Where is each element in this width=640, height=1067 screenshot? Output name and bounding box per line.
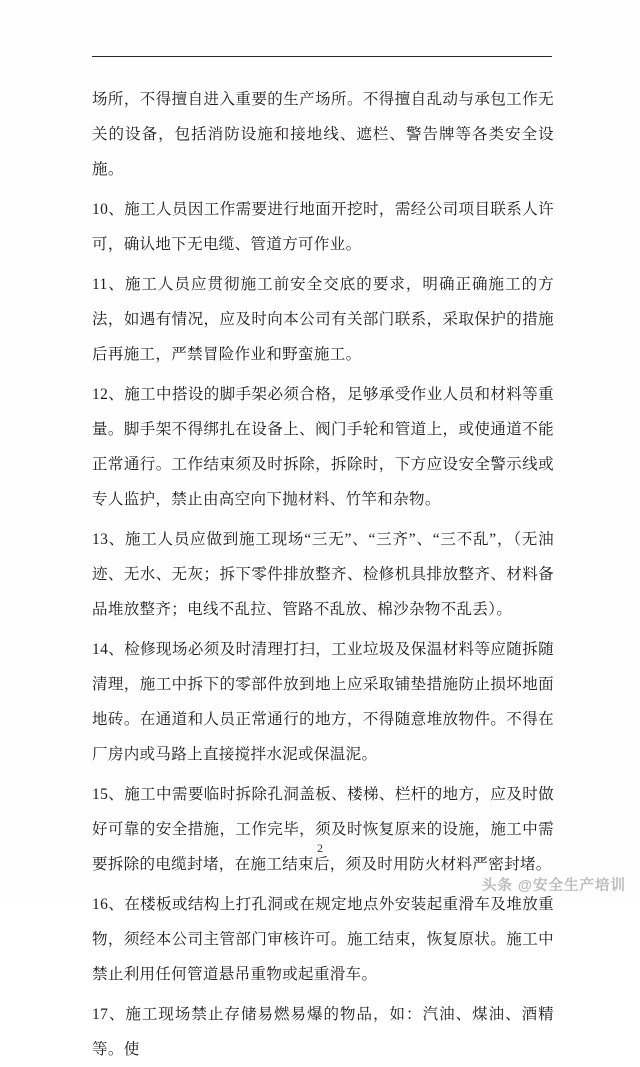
paragraph: 10、施工人员因工作需要进行地面开挖时，需经公司项目联系人许可，确认地下无电缆、管道方可作业。 bbox=[92, 201, 554, 253]
paragraph: 15、施工中需要临时拆除孔洞盖板、楼梯、栏杆的地方，应及时做好可靠的安全措施，工作完毕，须及时恢复原来的设施，施工中需要拆除的电缆封堵，在施工结束后，须及时用防火材料严密封堵。 bbox=[92, 786, 554, 873]
paragraph: 16、在楼板或结构上打孔洞或在规定地点外安装起重滑车及堆放重物，须经本公司主管部门审核许可。施工结束，恢复原状。施工中禁止利用任何管道悬吊重物或起重滑车。 bbox=[92, 896, 554, 983]
paragraph: 14、检修现场必须及时清理打扫，工业垃圾及保温材料等应随拆随清理，施工中拆下的零部件放到地上应采取铺垫措施防止损坏地面地砖。在通道和人员正常通行的地方，不得随意堆放物件。不得在厂房内或马路上直接搅拌水泥或保温泥。 bbox=[92, 641, 554, 763]
paragraph: 17、施工现场禁止存储易燃易爆的物品，如：汽油、煤油、酒精等。使 bbox=[92, 1006, 554, 1058]
paragraph: 场所，不得擅自进入重要的生产场所。不得擅自乱动与承包工作无关的设备，包括消防设施和接地线、遮栏、警告牌等各类安全设施。 bbox=[92, 91, 554, 178]
watermark-label: 头条 @安全生产培训 bbox=[481, 878, 626, 894]
paragraph: 11、施工人员应贯彻施工前安全交底的要求，明确正确施工的方法，如遇有情况，应及时向本公司有关部门联系，采取保护的措施后再施工，严禁冒险作业和野蛮施工。 bbox=[92, 276, 554, 363]
page-number: 2 bbox=[317, 841, 323, 855]
paragraph: 12、施工中搭设的脚手架必须合格，足够承受作业人员和材料等重量。脚手架不得绑扎在设备上、阀门手轮和管道上，或使通道不能正常通行。工作结束须及时拆除，拆除时，下方应设安全警示线或专人监护，禁止由高空向下抛材料、竹竿和杂物。 bbox=[92, 386, 554, 508]
paragraph: 13、施工人员应做到施工现场“三无”、“三齐”、“三不乱”，（无油迹、无水、无灰；拆下零件排放整齐、检修机具排放整齐、材料备品堆放整齐；电线不乱拉、管路不乱放、棉沙杂物不乱丢）。 bbox=[92, 531, 554, 618]
document-body bbox=[92, 82, 554, 1067]
header-divider bbox=[92, 56, 552, 57]
